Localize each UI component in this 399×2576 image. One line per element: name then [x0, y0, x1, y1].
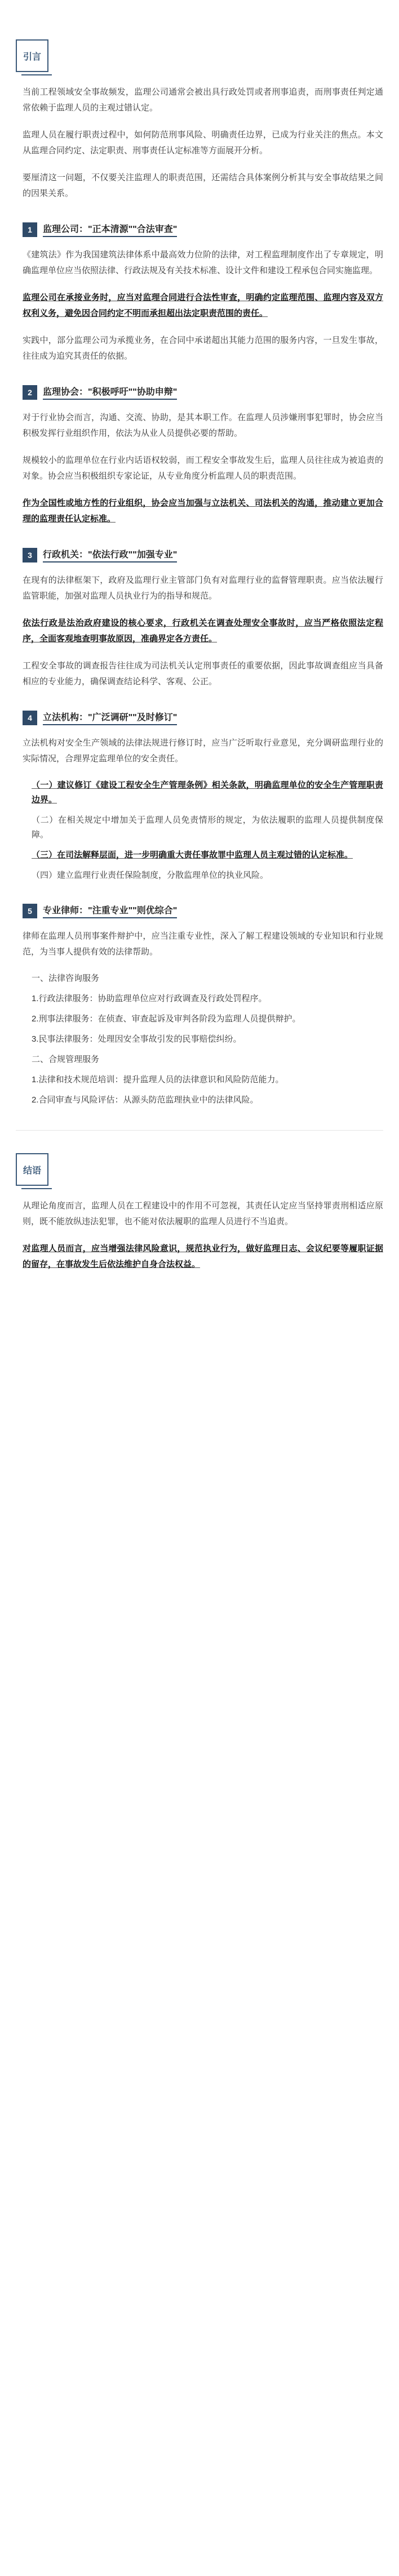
list-item: 2.合同审查与风险评估：从源头防范监理执业中的法律风险。 — [32, 1095, 259, 1105]
section-title: 立法机构："广泛调研""及时修订" — [43, 710, 177, 725]
intro-paragraph: 当前工程领域安全事故频发，监理公司通常会被出具行政处罚或者刑事追责，而刑事责任判定通常依赖于监理人员的主观过错认定。 — [23, 87, 383, 113]
section-paragraph: 依法行政是法治政府建设的核心要求，行政机关在调查处理安全事故时，应当严格依照法定程序，全面客观地查明事故原因，准确界定各方责任。 — [23, 618, 383, 644]
list-item: 1.行政法律服务：协助监理单位应对行政调查及行政处罚程序。 — [32, 994, 267, 1003]
list-item: 1.法律和技术规范培训：提升监理人员的法律意识和风险防范能力。 — [32, 1075, 284, 1084]
section-heading-5 — [23, 903, 383, 918]
list-item: 一、法律咨询服务 — [32, 974, 100, 983]
list-item: 3.民事法律服务：处理因安全事故引发的民事赔偿纠纷。 — [32, 1034, 242, 1044]
list-item: （四）建立监理行业责任保险制度，分散监理单位的执业风险。 — [32, 870, 269, 880]
section-number: 5 — [23, 904, 37, 918]
section-paragraph: 工程安全事故的调查报告往往成为司法机关认定刑事责任的重要依据，因此事故调查组应当具备相应的专业能力，确保调查结论科学、客观、公正。 — [23, 661, 383, 686]
intro-paragraph: 要厘清这一问题，不仅要关注监理人的职责范围，还需结合具体案例分析其与安全事故结果之间的因果关系。 — [23, 173, 383, 198]
intro-paragraph: 监理人员在履行职责过程中，如何防范刑事风险、明确责任边界，已成为行业关注的焦点。本文从监理合同约定、法定职责、刑事责任认定标准等方面展开分析。 — [23, 130, 383, 155]
section-paragraph: 监理公司在承接业务时，应当对监理合同进行合法性审查，明确约定监理范围、监理内容及双方权利义务，避免因合同约定不明而承担超出法定职责范围的责任。 — [23, 293, 383, 318]
recommendation-list — [32, 778, 383, 883]
list-item: （三）在司法解释层面，进一步明确重大责任事故罪中监理人员主观过错的认定标准。 — [32, 850, 353, 860]
outro-tag: 结语 — [16, 1153, 48, 1186]
section-heading-4 — [23, 710, 383, 725]
outro-header — [16, 1153, 383, 1186]
section-paragraph: 律师在监理人员刑事案件辩护中，应当注重专业性，深入了解工程建设领域的专业知识和行业规范，为当事人提供有效的法律帮助。 — [23, 931, 383, 957]
section-number: 1 — [23, 222, 37, 237]
divider — [16, 1130, 383, 1131]
intro-header — [16, 39, 383, 72]
list-item: 二、合规管理服务 — [32, 1055, 100, 1064]
section-number: 4 — [23, 711, 37, 725]
section-paragraph: 作为全国性或地方性的行业组织，协会应当加强与立法机关、司法机关的沟通，推动建立更加合理的监理责任认定标准。 — [23, 498, 383, 524]
service-list — [32, 971, 383, 1108]
list-item: （二）在相关规定中增加关于监理人员免责情形的规定，为依法履职的监理人员提供制度保障。 — [32, 815, 383, 840]
section-heading-1 — [23, 222, 383, 237]
list-item: （一）建议修订《建设工程安全生产管理条例》相关条款，明确监理单位的安全生产管理职责边界。 — [32, 780, 383, 805]
section-title: 监理公司："正本清源""合法审查" — [43, 222, 177, 237]
section-number: 3 — [23, 548, 37, 562]
section-paragraph: 在现有的法律框架下，政府及监理行业主管部门负有对监理行业的监督管理职责。应当依法履行监管职能，加强对监理人员执业行为的指导和规范。 — [23, 575, 383, 601]
section-paragraph: 立法机构对安全生产领域的法律法规进行修订时，应当广泛听取行业意见，充分调研监理行业的实际情况，合理界定监理单位的安全责任。 — [23, 738, 383, 764]
section-paragraph: 实践中，部分监理公司为承揽业务，在合同中承诺超出其能力范围的服务内容，一旦发生事故，往往成为追究其责任的依据。 — [23, 336, 383, 361]
intro-tag: 引言 — [16, 39, 48, 72]
section-paragraph: 对于行业协会而言，沟通、交流、协助，是其本职工作。在监理人员涉嫌刑事犯罪时，协会应当积极发挥行业组织作用，依法为从业人员提供必要的帮助。 — [23, 413, 383, 438]
section-title: 专业律师："注重专业""则优综合" — [43, 903, 177, 918]
section-title: 行政机关："依法行政""加强专业" — [43, 547, 177, 562]
section-paragraph: 规模较小的监理单位在行业内话语权较弱，而工程安全事故发生后，监理人员往往成为被追责的对象。协会应当积极组织专家论证，从专业角度分析监理人员的职责范围。 — [23, 456, 383, 481]
section-number: 2 — [23, 385, 37, 400]
outro-paragraph: 对监理人员而言，应当增强法律风险意识，规范执业行为，做好监理日志、会议纪要等履职证据的留存，在事故发生后依法维护自身合法权益。 — [23, 1244, 383, 1269]
section-paragraph: 《建筑法》作为我国建筑法律体系中最高效力位阶的法律，对工程监理制度作出了专章规定，明确监理单位应当依照法律、行政法规及有关技术标准、设计文件和建设工程承包合同实施监理。 — [23, 250, 383, 275]
section-heading-2 — [23, 385, 383, 400]
outro-paragraph: 从理论角度而言，监理人员在工程建设中的作用不可忽视，其责任认定应当坚持罪责刑相适应原则，既不能放纵违法犯罪，也不能对依法履职的监理人员进行不当追责。 — [23, 1201, 383, 1226]
section-title: 监理协会："积极呼吁""协助申辩" — [43, 385, 177, 400]
list-item: 2.刑事法律服务：在侦查、审查起诉及审判各阶段为监理人员提供辩护。 — [32, 1014, 301, 1024]
section-heading-3 — [23, 547, 383, 562]
